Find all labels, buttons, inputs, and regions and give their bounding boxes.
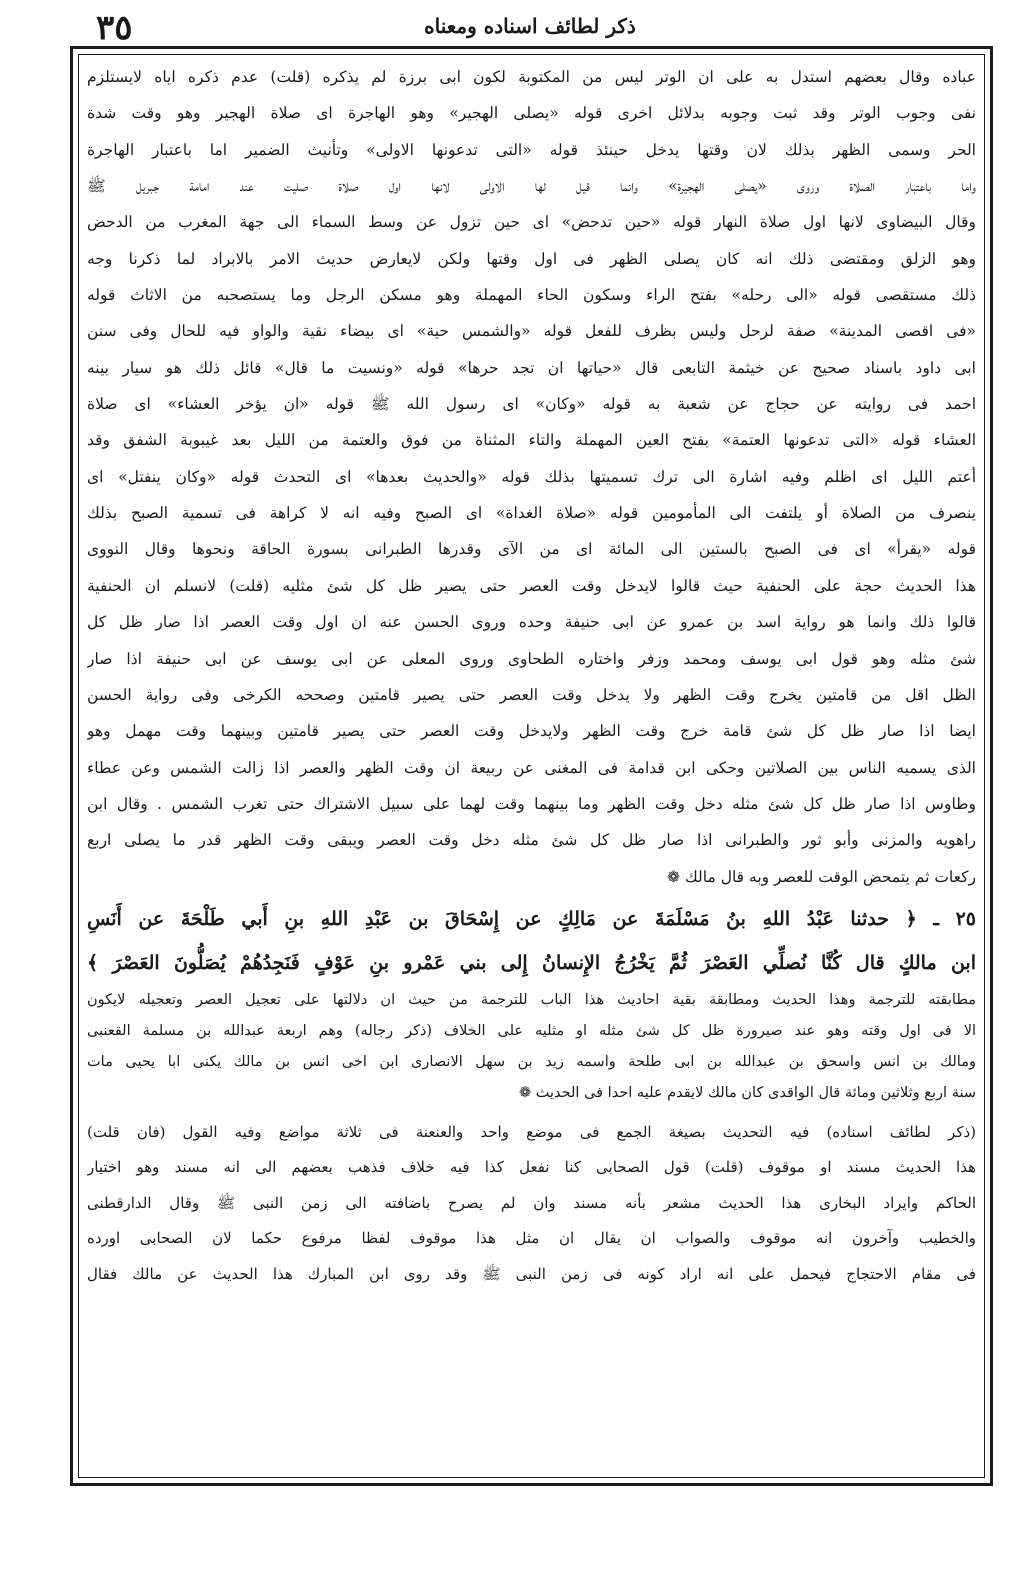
commentary-line: سنة اربع وثلاثين ومائة قال الواقدى كان مالك لايقدم عليه احدا فى الحديث ❁ — [519, 1084, 976, 1101]
commentary-line: الحر وسمى الظهر بذلك لان وقتها يدخل حينئذ قوله «التى تدعونها الاولى» وتأنيث الضمير اما باعتبار الهاجرة — [87, 140, 976, 159]
commentary-line: فى مقام الاحتجاج فيحمل على انه اراد كونه فى زمن النبى ﷺ وقد روى ابن المبارك هذا الحديث عن مالك فقال — [87, 1264, 976, 1283]
commentary-line: أعتم الليل اى اظلم وفيه اشارة الى ترك تسميتها بذلك قوله «والحديث بعدها» اى التحدث قوله «وكان ينفتل» اى — [87, 467, 976, 486]
commentary-line: العشاء قوله «التى تدعونها العتمة» بفتح العين المهملة والتاء المثناة من فوق والعتمة من الليل بعد غيبوبة الشفق وقد — [87, 431, 976, 450]
commentary-line: الذى يسميه الناس بين الصلاتين وحكى ابن قدامة فى المغنى عن ربيعة ان وقت الظهر والعصر اذا زالت الشمس وعن عطاء — [87, 758, 976, 777]
hadith-text — [87, 897, 976, 985]
commentary-line: والخطيب وآخرون انه موقوف والصواب ان يقال ان مثل هذا موقوف لفظا مرفوع حكما لان الصحابى اورده — [87, 1229, 976, 1248]
commentary-line: وطاوس اذا صار ظل كل شئ مثله دخل وقت الظهر وما بينهما وقت لهما على سبيل الاشتراك حتى تغرب الشمس . وقال ابن — [87, 794, 976, 813]
commentary-line: وهو الزلق ومقتضى ذلك انه كان يصلى الظهر فى اول وقتها ولكن لايعارض حديث الامر بالابراد لما ذكرنا وجه — [87, 249, 976, 268]
matching-commentary — [87, 985, 976, 1109]
commentary-line: ذلك مستقصى قوله «الى رحله» بفتح الراء وسكون الحاء المهملة وهو مسكن الرجل وما يستصحبه من الاثاث قوله — [87, 286, 976, 305]
commentary-line: نفى وجوب الوتر وقد ثبت وجوبه بدلائل اخرى قوله «يصلى الهجير» وهو الهاجرة اى صلاة الهجير وهو وقت شدة — [87, 104, 976, 123]
commentary-line: واما باعتبار الصلاة وروى «يصلى الهجيرة» وانما قيل لها الاولى لانها اول صلاة صليت عند امامة جبريل ﷺ — [87, 177, 976, 196]
commentary-line: ايضا اذا صار ظل كل شئ قامة خرج وقت الظهر ولايدخل وقت العصر حتى يصير قامتين وبينهما وقت مهمل وهو — [87, 722, 976, 741]
hadith-line: ابن مالكٍ قال كُنَّا نُصلِّي العَصْرَ ثُمَّ يَخْرُجُ الإِنسانُ إِلى بني عَمْرو بنِ عَوْفٍ فَنَجِدُهُمْ يُصَلُّونَ العَصْرَ ﴾ — [87, 951, 976, 974]
commentary-line: (ذكر لطائف اسناده) فيه التحديث بصيغة الجمع فى موضع واحد والعنعنة فى ثلاثة مواضع وفيه القول (فان قلت) — [87, 1122, 976, 1141]
commentary-line: ابى داود باسناد صحيح عن خيثمة التابعى قال «حياتها ان تجد حرها» قوله «ونسيت ما قال» قائل ذلك هو سيار بينه — [87, 358, 976, 377]
page-body — [87, 59, 976, 1473]
commentary-line: وقال البيضاوى لانها اول صلاة النهار قوله «حين تدحض» اى حين تزول عن وسط السماء الى جهة المغرب من الدحض — [87, 213, 976, 232]
commentary-line: «فى اقصى المدينة» صفة لرحل وليس بظرف للفعل قوله «والشمس حية» اى بيضاء نقية والواو فيه للحال وفى سنن — [87, 322, 976, 341]
commentary-line: شئ مثله وهو قول ابى يوسف ومحمد وزفر واختاره الطحاوى وروى المعلى عن ابى يوسف عن ابى حنيفة اذا صار — [87, 649, 976, 668]
page-frame — [70, 46, 993, 1486]
commentary-line: عباده وقال بعضهم استدل به على ان الوتر ليس من المكتوبة لكون ابى برزة لم يذكره (قلت) عدم ذكره اياه لايستلزم — [87, 68, 976, 86]
commentary-line: الظل اقل من قامتين يخرج وقت الظهر ولا يدخل وقت العصر حتى يصير قامتين وصححه الكرخى وفى رواية الحسن — [87, 685, 976, 704]
commentary-line: ومالك بن انس واسحق بن عبدالله بن ابى طلحة واسمه زيد بن سهل الانصارى ابن اخى انس بن مالك يكنى ابا يحيى مات — [87, 1053, 976, 1070]
hadith-line: ٢٥ ـ ﴿ حدثنا عَبْدُ اللهِ بنُ مَسْلَمَةَ عن مَالِكٍ عن إِسْحَاقَ بن عَبْدِ اللهِ بنِ أَبي طَلْحَةَ عن أَنَسِ — [87, 907, 976, 930]
commentary-line: مطابقته للترجمة وهذا الحديث ومطابقة بقية احاديث هذا الباب للترجمة من حيث ان دلالتها على تعجيل العصر وتعجيله لايكون — [87, 991, 976, 1008]
page-header — [70, 6, 990, 48]
commentary-line: احمد فى روايته عن حجاج عن شعبة به قوله «وكان» اى رسول الله ﷺ قوله «ان يؤخر العشاء» اى صلاة — [87, 395, 976, 414]
commentary-line: قوله «يقرأ» اى فى الصبح بالستين الى المائة اى من الآى وقدرها الطبرانى بسورة الحاقة ونحوها وقال النووى — [87, 540, 976, 559]
commentary-line: الا فى اول وقته وهو عند صيرورة ظل كل شئ مثله او مثليه على الخلاف (ذكر رجاله) وهم اربعة عبدالله بن مسلمة القعنبى — [87, 1022, 976, 1039]
commentary-block — [87, 59, 976, 895]
running-head: ذكر لطائف اسناده ومعناه — [424, 14, 636, 38]
page-number: ٣٥ — [96, 8, 133, 48]
commentary-line: الحاكم وايراد البخارى هذا الحديث مشعر بأنه مسند وان لم يصرح باضافته الى زمن النبى ﷺ وقال الدارقطنى — [87, 1193, 976, 1212]
commentary-line: هذا الحديث مسند او موقوف (قلت) قول الصحابى كنا نفعل كذا فيه خلاف فذهب بعضهم الى انه مسند وهو اختيار — [87, 1158, 976, 1177]
commentary-line: ينصرف من الصلاة أو يلتفت الى المأمومين قوله «صلاة الغداة» اى الصبح وفيه انه لا كراهة فى تسمية الصبح بذلك — [87, 504, 976, 523]
commentary-line: هذا الحديث حجة على الحنفية حيث قالوا لايدخل وقت العصر حتى يصير ظل كل شئ مثليه (قلت) لانسلم ان الحنفية — [87, 576, 976, 595]
commentary-line: ركعات ثم يتمحض الوقت للعصر وبه قال مالك ❁ — [667, 867, 976, 886]
isnad-subtleties-section — [87, 1115, 976, 1293]
commentary-line: راهويه والمزنى وأبو ثور والطبرانى اذا صار ظل كل شئ مثله دخل وقت العصر ويبقى وقت الظهر قدر ما يصلى اربع — [87, 831, 976, 850]
commentary-line: قالوا ذلك وانما هو رواية اسد بن عمرو عن ابى حنيفة وحده وروى الحسن عنه ان اول وقت العصر اذا صار ظل كل — [87, 613, 976, 632]
